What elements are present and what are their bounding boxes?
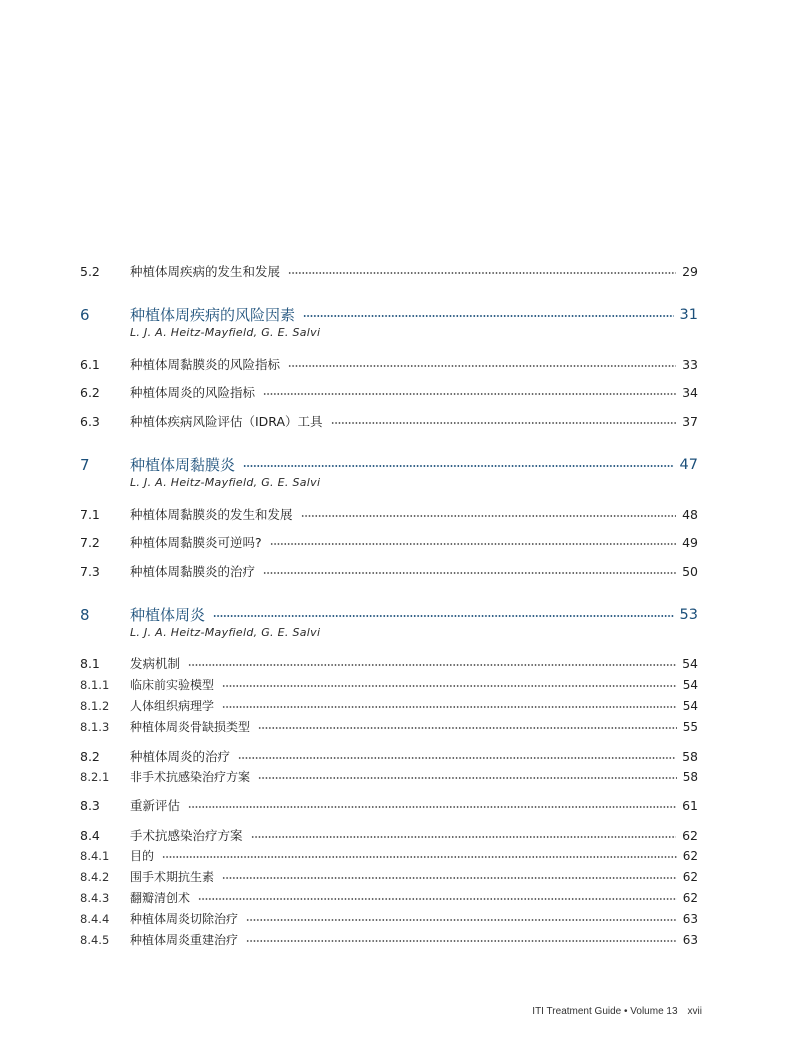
chapter-authors: L. J. A. Heitz-Mayfield, G. E. Salvi xyxy=(130,476,321,489)
page-number: 54 xyxy=(682,655,698,671)
page-number: 61 xyxy=(682,797,698,813)
leader-dots xyxy=(288,365,676,367)
toc-entry-8-4-2[interactable] xyxy=(80,868,698,885)
page-number: 58 xyxy=(682,748,698,764)
section-title: 种植体周炎的风险指标 xyxy=(130,385,256,400)
leader-dots xyxy=(198,898,677,900)
section-title: 种植体周炎重建治疗 xyxy=(130,933,239,947)
toc-entry-8-1[interactable] xyxy=(80,654,698,672)
chapter-number: 7 xyxy=(80,455,90,474)
leader-dots xyxy=(258,777,677,779)
chapter-title: 种植体周疾病的风险因素 xyxy=(130,306,296,324)
leader-dots xyxy=(301,515,677,517)
toc-entry-7-3[interactable] xyxy=(80,562,698,580)
page-number: 53 xyxy=(679,606,698,623)
toc-chapter-6[interactable] xyxy=(80,304,698,325)
section-title: 发病机制 xyxy=(130,656,181,671)
toc-entry-8-1-1[interactable] xyxy=(80,676,698,693)
toc-entry-6-2[interactable] xyxy=(80,383,698,401)
toc-entry-8-1-3[interactable] xyxy=(80,718,698,735)
section-number: 8.4.4 xyxy=(80,911,110,926)
page-number: 62 xyxy=(682,827,698,843)
footer-title: ITI Treatment Guide • Volume 13 xyxy=(532,1006,678,1017)
page-number: 54 xyxy=(682,677,698,692)
page-number: 31 xyxy=(679,306,698,323)
chapter-authors: L. J. A. Heitz-Mayfield, G. E. Salvi xyxy=(130,326,321,339)
section-number: 8.4.2 xyxy=(80,869,110,884)
toc-entry-6-1[interactable] xyxy=(80,355,698,373)
toc-entry-8-4-1[interactable] xyxy=(80,847,698,864)
leader-dots xyxy=(188,664,676,666)
section-number: 6.2 xyxy=(80,384,100,400)
section-title: 种植体周黏膜炎的发生和发展 xyxy=(130,507,293,522)
section-title: 围手术期抗生素 xyxy=(130,870,215,884)
toc-entry-8-2-1[interactable] xyxy=(80,768,698,785)
section-number: 8.1.3 xyxy=(80,719,110,734)
leader-dots xyxy=(243,465,674,467)
leader-dots xyxy=(162,856,677,858)
section-number: 8.2 xyxy=(80,748,100,764)
toc-chapter-8[interactable] xyxy=(80,604,698,625)
section-title: 临床前实验模型 xyxy=(130,678,215,692)
leader-dots xyxy=(258,727,677,729)
section-number: 8.4.5 xyxy=(80,932,110,947)
leader-dots xyxy=(263,572,676,574)
leader-dots xyxy=(331,422,677,424)
section-number: 7.3 xyxy=(80,563,100,579)
section-number: 8.4 xyxy=(80,827,100,843)
leader-dots xyxy=(213,615,674,617)
toc-entry-8-4-4[interactable] xyxy=(80,910,698,927)
section-number: 8.1 xyxy=(80,655,100,671)
page-number: 54 xyxy=(682,698,698,713)
page-number: 62 xyxy=(682,869,698,884)
toc-entry-8-2[interactable] xyxy=(80,747,698,765)
page-number: 63 xyxy=(682,911,698,926)
section-title: 目的 xyxy=(130,849,155,863)
page-number: 34 xyxy=(682,384,698,400)
toc-entry-8-4-3[interactable] xyxy=(80,889,698,906)
toc-chapter-7[interactable] xyxy=(80,454,698,475)
section-title: 种植体周黏膜炎的风险指标 xyxy=(130,357,281,372)
section-title: 重新评估 xyxy=(130,798,181,813)
section-number: 6.3 xyxy=(80,413,100,429)
leader-dots xyxy=(303,315,674,317)
leader-dots xyxy=(270,543,676,545)
leader-dots xyxy=(222,685,677,687)
page-number: 63 xyxy=(682,932,698,947)
chapter-number: 8 xyxy=(80,605,90,624)
chapter-title: 种植体周炎 xyxy=(130,606,206,624)
section-number: 5.2 xyxy=(80,263,100,279)
page-number: 55 xyxy=(682,719,698,734)
page-number: 50 xyxy=(682,563,698,579)
page-footer xyxy=(532,1006,702,1017)
chapter-title: 种植体周黏膜炎 xyxy=(130,456,236,474)
toc-entry-8-4[interactable] xyxy=(80,826,698,844)
section-number: 8.3 xyxy=(80,797,100,813)
section-number: 7.2 xyxy=(80,534,100,550)
chapter-number: 6 xyxy=(80,305,90,324)
toc-entry-5-2[interactable] xyxy=(80,262,698,280)
toc-entry-7-2[interactable] xyxy=(80,533,698,551)
page-number: 47 xyxy=(679,456,698,473)
section-number: 8.2.1 xyxy=(80,769,110,784)
leader-dots xyxy=(251,836,677,838)
leader-dots xyxy=(246,940,677,942)
toc-entry-8-4-5[interactable] xyxy=(80,931,698,948)
section-title: 非手术抗感染治疗方案 xyxy=(130,770,251,784)
section-title: 种植体周炎切除治疗 xyxy=(130,912,239,926)
leader-dots xyxy=(238,757,676,759)
page-number: 33 xyxy=(682,356,698,372)
section-number: 6.1 xyxy=(80,356,100,372)
toc-entry-6-3[interactable] xyxy=(80,412,698,430)
leader-dots xyxy=(263,393,676,395)
toc-entry-7-1[interactable] xyxy=(80,505,698,523)
leader-dots xyxy=(222,706,677,708)
section-title: 种植体周炎骨缺损类型 xyxy=(130,720,251,734)
section-title: 种植体周疾病的发生和发展 xyxy=(130,264,281,279)
chapter-authors: L. J. A. Heitz-Mayfield, G. E. Salvi xyxy=(130,626,321,639)
section-title: 种植体周黏膜炎的治疗 xyxy=(130,564,256,579)
page-number: 58 xyxy=(682,769,698,784)
page-number: 62 xyxy=(682,890,698,905)
section-number: 8.1.2 xyxy=(80,698,110,713)
leader-dots xyxy=(188,806,676,808)
leader-dots xyxy=(222,877,677,879)
section-title: 种植体周炎的治疗 xyxy=(130,749,231,764)
section-title: 翻瓣清创术 xyxy=(130,891,191,905)
footer-page-number: xvii xyxy=(687,1006,702,1017)
page-number: 48 xyxy=(682,506,698,522)
section-number: 8.4.1 xyxy=(80,848,110,863)
section-title: 种植体周黏膜炎可逆吗? xyxy=(130,535,262,550)
section-title: 手术抗感染治疗方案 xyxy=(130,828,243,843)
toc-entry-8-1-2[interactable] xyxy=(80,697,698,714)
section-number: 7.1 xyxy=(80,506,100,522)
section-title: 种植体疾病风险评估（IDRA）工具 xyxy=(130,414,323,429)
page-number: 29 xyxy=(682,263,698,279)
section-number: 8.1.1 xyxy=(80,677,110,692)
leader-dots xyxy=(246,919,677,921)
page-number: 62 xyxy=(682,848,698,863)
leader-dots xyxy=(288,272,676,274)
section-number: 8.4.3 xyxy=(80,890,110,905)
toc-entry-8-3[interactable] xyxy=(80,796,698,814)
page-number: 37 xyxy=(682,413,698,429)
page-number: 49 xyxy=(682,534,698,550)
section-title: 人体组织病理学 xyxy=(130,699,215,713)
